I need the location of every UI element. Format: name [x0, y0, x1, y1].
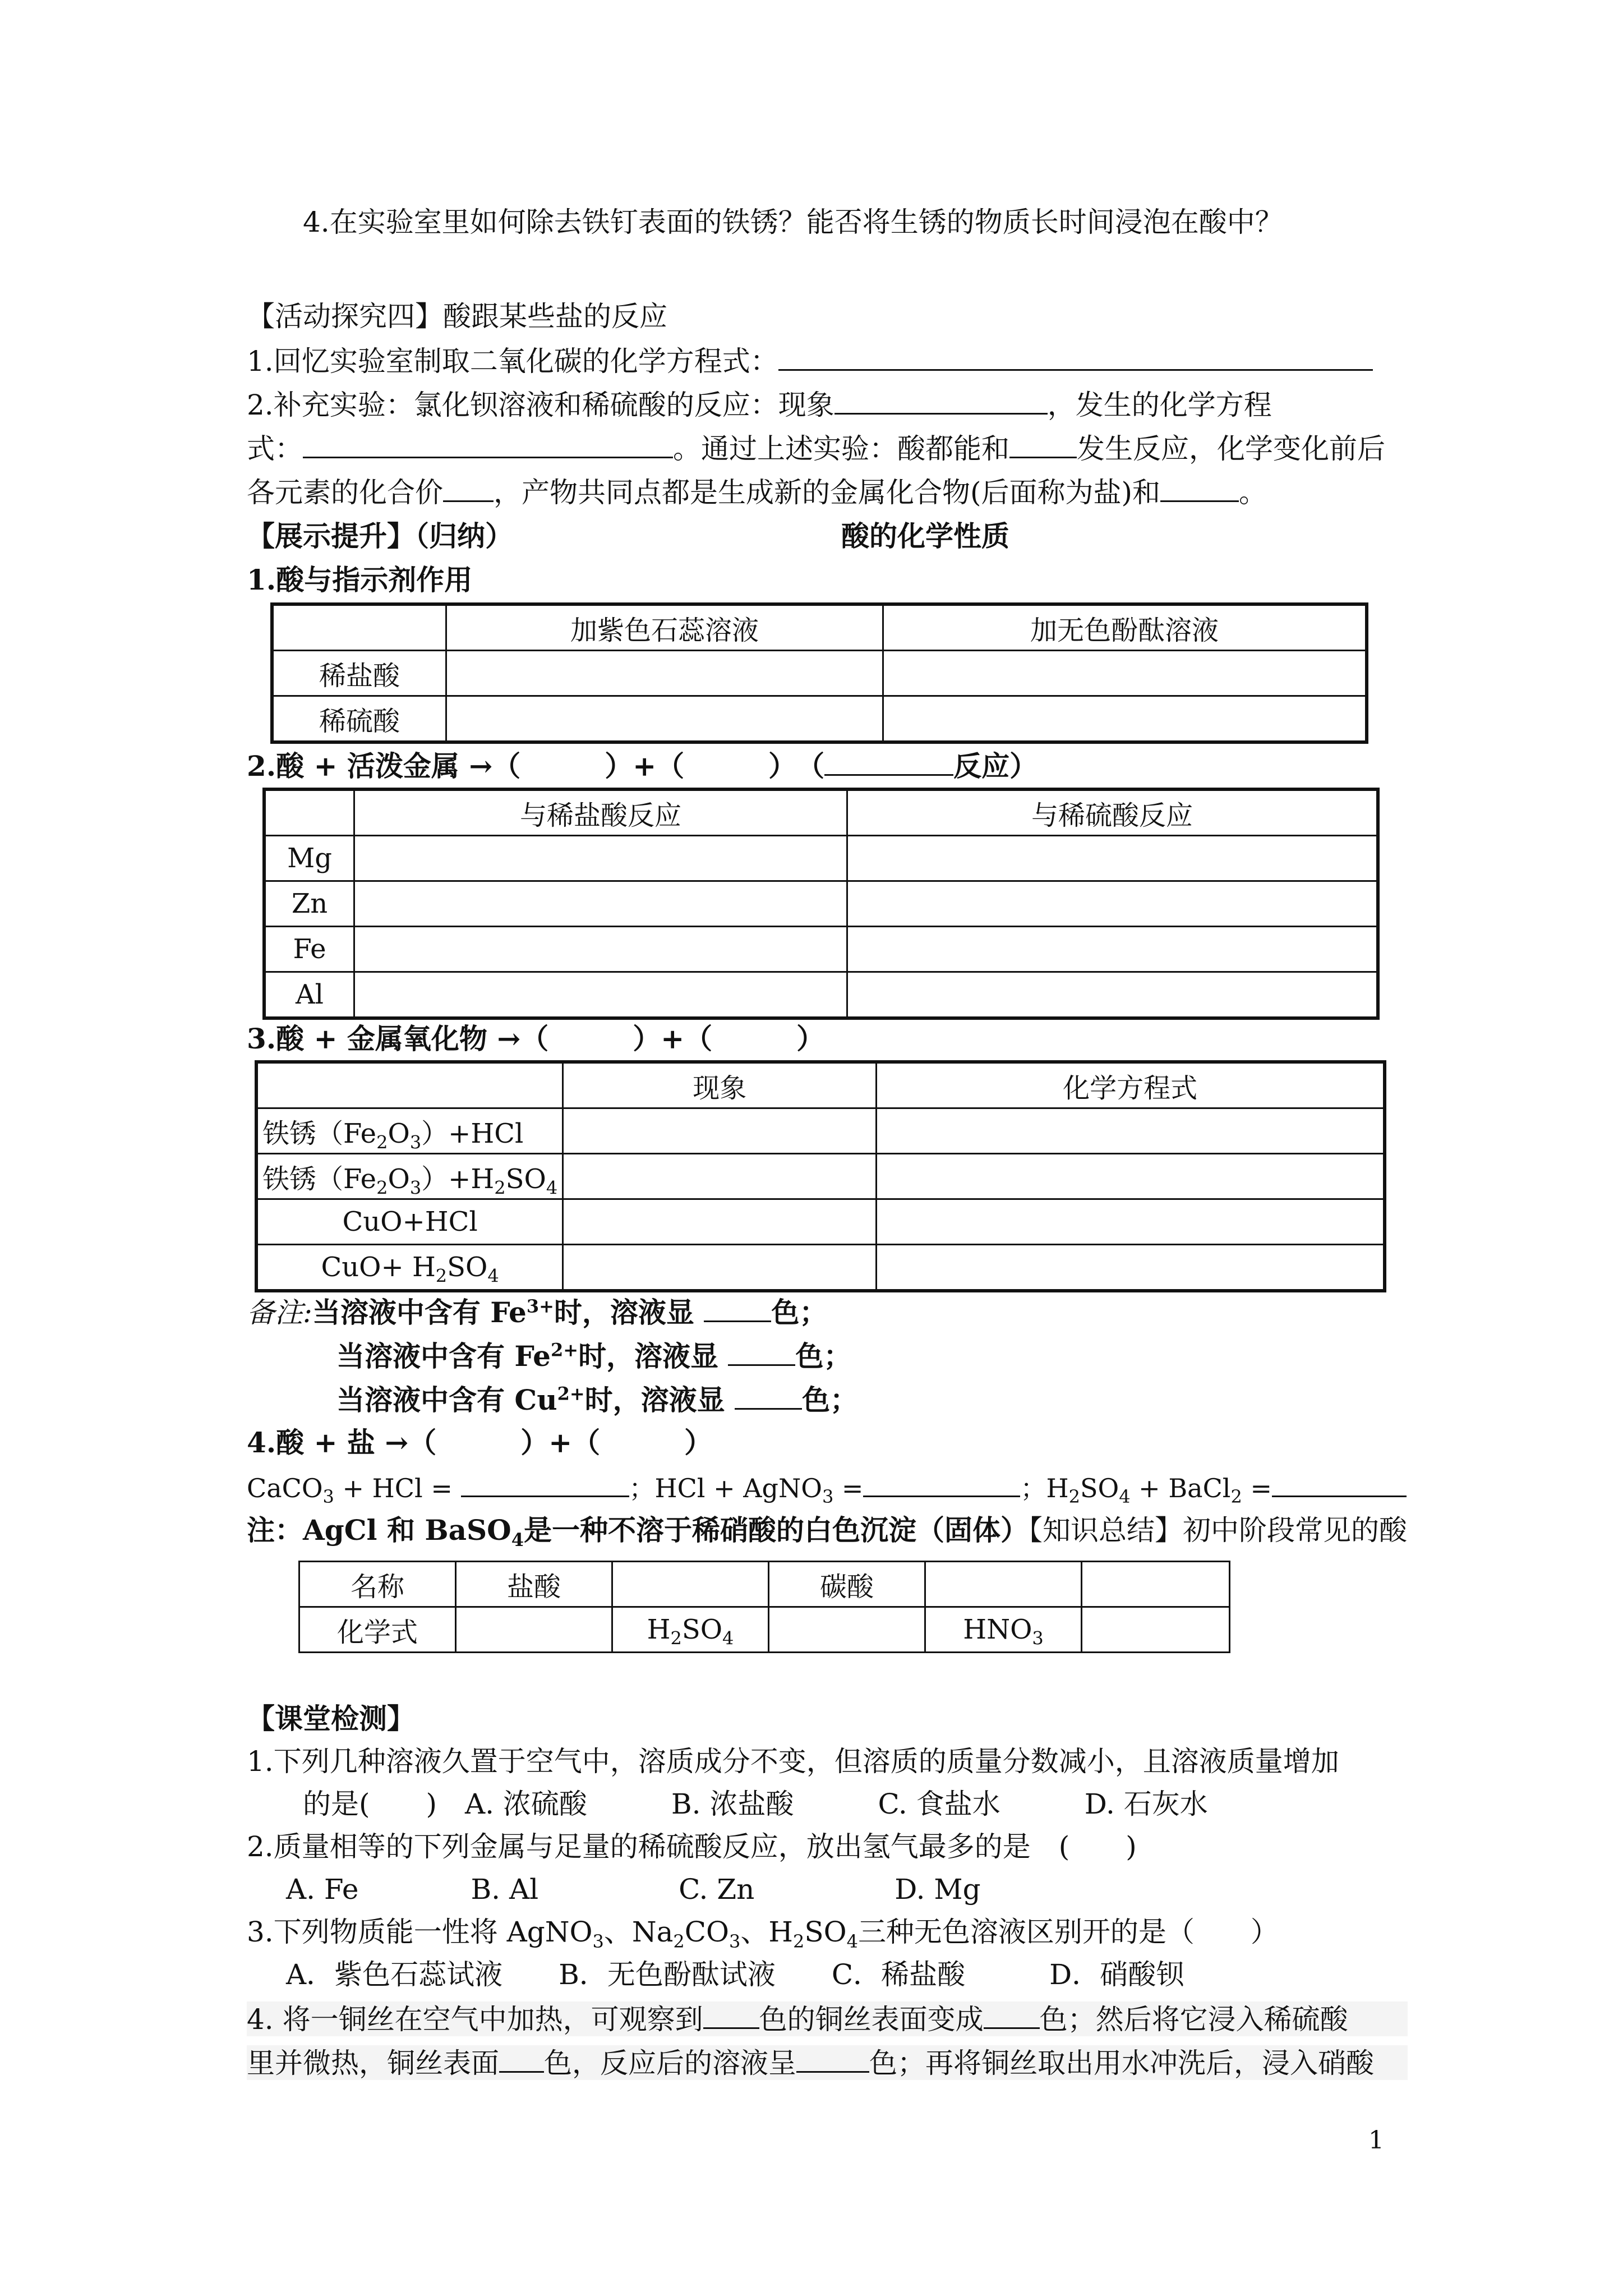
- answer-cell[interactable]: [877, 1199, 1385, 1245]
- subscript: 4: [487, 1265, 499, 1287]
- classroom-check-title: 【课堂检测】: [247, 1702, 415, 1735]
- q2-text: ，发生的化学方程: [1047, 389, 1272, 421]
- answer-cell[interactable]: [1082, 1562, 1230, 1607]
- answer-cell[interactable]: [456, 1607, 612, 1653]
- table-cell: [256, 1062, 563, 1108]
- formula-part: CuO+ H: [321, 1251, 436, 1283]
- answer-cell[interactable]: [446, 651, 883, 696]
- note-text: 当溶液中含有 Fe: [336, 1340, 551, 1373]
- acid-formula: [925, 1607, 1082, 1653]
- q2-text: 。通过上述实验：酸都能和: [673, 432, 1009, 465]
- subscript: 3: [409, 1177, 422, 1199]
- precipitate-note: [247, 1513, 1407, 1550]
- answer-blank[interactable]: [863, 1470, 1020, 1497]
- subscript: 4: [846, 1931, 858, 1952]
- section-4-title: 4.酸 + 盐 →（ ）+（ ）: [247, 1426, 713, 1459]
- check-q4-line1: [247, 2001, 1408, 2036]
- equation-part: ；HCl + AgNO: [629, 1473, 822, 1503]
- answer-blank[interactable]: [984, 2001, 1040, 2029]
- check-q2: 2.质量相等的下列金属与足量的稀硫酸反应，放出氢气最多的是 ( ): [247, 1830, 1137, 1863]
- answer-blank[interactable]: [1272, 1470, 1407, 1497]
- answer-cell[interactable]: [354, 881, 847, 927]
- answer-cell[interactable]: [877, 1108, 1385, 1154]
- row-header: Al: [264, 972, 354, 1019]
- formula-part: SO: [447, 1251, 488, 1283]
- row-header: CuO+HCl: [256, 1199, 563, 1245]
- answer-cell[interactable]: [847, 836, 1378, 881]
- answer-blank[interactable]: [461, 1470, 629, 1497]
- row-header: 稀盐酸: [272, 651, 446, 696]
- row-header: 稀硫酸: [272, 696, 446, 743]
- row-header: [256, 1245, 563, 1291]
- superscript: 2+: [557, 1383, 585, 1405]
- subscript: 2: [792, 1931, 805, 1952]
- answer-cell[interactable]: [877, 1245, 1385, 1291]
- answer-blank[interactable]: [1160, 475, 1239, 502]
- subscript: 4: [1119, 1486, 1131, 1508]
- subscript: 4: [546, 1177, 558, 1199]
- subscript: 2: [673, 1931, 685, 1952]
- subscript: 3: [592, 1931, 604, 1952]
- subscript: 2: [376, 1177, 388, 1199]
- subscript: 2: [1068, 1486, 1080, 1508]
- subscript: 4: [722, 1627, 734, 1649]
- row-header: 名称: [299, 1562, 456, 1607]
- page-number: 1: [1368, 2126, 1384, 2155]
- formula-part: HNO: [963, 1614, 1032, 1645]
- formula-part: 铁锈（Fe: [262, 1117, 377, 1149]
- answer-cell[interactable]: [847, 927, 1378, 972]
- subscript: 3: [729, 1931, 741, 1952]
- q2-text: 2.补充实验：氯化钡溶液和稀硫酸的反应：现象: [247, 389, 834, 421]
- q4-text: 色；然后将它浸入稀硫酸: [1039, 2003, 1348, 2036]
- answer-cell[interactable]: [563, 1108, 877, 1154]
- subscript: 2: [494, 1177, 506, 1199]
- column-header: 与稀硫酸反应: [847, 789, 1378, 836]
- note-text: 当溶液中含有 Cu: [336, 1383, 557, 1416]
- note-text: 色；: [802, 1383, 859, 1416]
- note-fe3: [247, 1295, 827, 1329]
- q3-text: 三种无色溶液区别开的是（ ）: [857, 1916, 1279, 1948]
- subscript: 3: [322, 1486, 334, 1508]
- metal-oxide-table: [255, 1060, 1386, 1292]
- answer-blank[interactable]: [303, 431, 673, 458]
- q3-text: 、H: [740, 1916, 793, 1948]
- answer-cell[interactable]: [563, 1154, 877, 1199]
- answer-blank[interactable]: [703, 2001, 759, 2029]
- answer-cell[interactable]: [354, 927, 847, 972]
- note-text: 注：AgCl 和 BaSO: [247, 1513, 511, 1547]
- subscript: 2: [376, 1131, 388, 1153]
- equation-part: =: [833, 1473, 864, 1503]
- q2-text: 式：: [247, 432, 303, 465]
- answer-cell[interactable]: [847, 972, 1378, 1019]
- q3-text: 、Na: [603, 1916, 674, 1948]
- show-section-title: 【展示提升】（归纳）: [247, 519, 513, 553]
- metal-reaction-table: [262, 788, 1380, 1020]
- superscript: 3+: [526, 1295, 554, 1317]
- q2-text: 各元素的化合价: [247, 476, 443, 509]
- column-header: 与稀盐酸反应: [354, 789, 847, 836]
- check-q4-line2: [247, 2045, 1408, 2080]
- equation-part: + HCl =: [334, 1473, 461, 1503]
- answer-cell[interactable]: [563, 1199, 877, 1245]
- note-text: 时，溶液显: [584, 1383, 725, 1416]
- common-acids-table: [298, 1561, 1230, 1653]
- activity-4-q2-line1: [247, 387, 1272, 422]
- section-2-title: [247, 748, 1038, 783]
- q3-text: SO: [804, 1916, 847, 1948]
- q3-text: 3.下列物质能一性将 AgNO: [247, 1916, 593, 1948]
- check-q2-options: A. Fe B. Al C. Zn D. Mg: [286, 1873, 981, 1906]
- row-header: [256, 1108, 563, 1154]
- column-header: 加无色酚酞溶液: [883, 604, 1367, 651]
- subscript: 3: [822, 1486, 834, 1508]
- subscript: 3: [1032, 1627, 1044, 1649]
- activity-4-q2-line3: [247, 475, 1267, 509]
- note-cu2: [336, 1382, 858, 1417]
- section-3-title: 3.酸 + 金属氧化物 →（ ）+（ ）: [247, 1022, 825, 1055]
- row-header: Fe: [264, 927, 354, 972]
- formula-part: SO: [505, 1163, 546, 1195]
- subscript: 2: [670, 1627, 682, 1649]
- answer-cell[interactable]: [563, 1245, 877, 1291]
- equation-part: CaCO: [247, 1473, 323, 1503]
- check-q1-line1: 1.下列几种溶液久置于空气中，溶质成分不变，但溶质的质量分数减小，且溶液质量增加: [247, 1745, 1339, 1778]
- answer-blank[interactable]: [1009, 431, 1077, 458]
- equation-part: + BaCl: [1130, 1473, 1231, 1503]
- answer-blank[interactable]: [824, 748, 953, 776]
- answer-blank[interactable]: [735, 1382, 802, 1410]
- acid-name: 碳酸: [769, 1562, 925, 1607]
- subscript: 2: [1230, 1486, 1242, 1508]
- check-q3-options: A．紫色石蕊试液 B．无色酚酞试液 C．稀盐酸 D．硝酸钡: [286, 1958, 1184, 1991]
- row-header: Mg: [264, 836, 354, 881]
- answer-cell[interactable]: [769, 1607, 925, 1653]
- question-4-rust: 4.在实验室里如何除去铁钉表面的铁锈？能否将生锈的物质长时间浸泡在酸中？: [303, 206, 1283, 238]
- formula-part: SO: [681, 1614, 723, 1645]
- answer-cell[interactable]: [354, 972, 847, 1019]
- acid-formula: [612, 1607, 769, 1653]
- superscript: 2+: [550, 1339, 579, 1361]
- answer-blank[interactable]: [499, 2045, 544, 2073]
- formula-part: 铁锈（Fe: [262, 1163, 377, 1195]
- note-text: 当溶液中含有 Fe: [312, 1296, 527, 1329]
- activity-4-q1: [247, 343, 1373, 378]
- acid-properties-heading: 酸的化学性质: [841, 519, 1009, 553]
- note-text: 色；: [771, 1296, 828, 1329]
- q4-text: 4. 将一铜丝在空气中加热，可观察到: [247, 2003, 703, 2036]
- column-header: 加紫色石蕊溶液: [446, 604, 883, 651]
- formula-part: ）+HCl: [421, 1117, 524, 1149]
- table-cell: [264, 789, 354, 836]
- row-header: [256, 1154, 563, 1199]
- answer-blank[interactable]: [834, 387, 1048, 415]
- formula-part: O: [388, 1117, 410, 1149]
- note-text: 色；: [795, 1340, 852, 1373]
- answer-blank[interactable]: [728, 1338, 795, 1366]
- note-text: 是一种不溶于稀硝酸的白色沉淀（固体）: [523, 1513, 1029, 1547]
- table-cell: [272, 604, 446, 651]
- note-text: 时，溶液显: [578, 1340, 719, 1373]
- q4-text: 色，反应后的溶液呈: [544, 2047, 796, 2079]
- answer-blank[interactable]: [778, 343, 1373, 371]
- answer-cell[interactable]: [925, 1562, 1082, 1607]
- formula-part: H: [647, 1614, 671, 1645]
- subscript: 4: [511, 1529, 524, 1550]
- answer-cell[interactable]: [612, 1562, 769, 1607]
- answer-cell[interactable]: [877, 1154, 1385, 1199]
- answer-cell[interactable]: [847, 881, 1378, 927]
- equation-part: =: [1242, 1473, 1272, 1503]
- section-1-title: 1.酸与指示剂作用: [247, 563, 473, 596]
- activity-4-q2-line2: [247, 431, 1385, 466]
- formula-part: O: [388, 1163, 410, 1195]
- q1-text: 1.回忆实验室制取二氧化碳的化学方程式：: [247, 345, 778, 378]
- answer-cell[interactable]: [354, 836, 847, 881]
- answer-cell[interactable]: [883, 696, 1367, 743]
- equation-part: ；H: [1020, 1473, 1069, 1503]
- section-2-text: 2.酸 + 活泼金属 →（ ）+（ ） （: [247, 749, 825, 783]
- check-q3: [247, 1915, 1279, 1952]
- indicator-table: [270, 602, 1368, 744]
- activity-4-title: 【活动探究四】酸跟某些盐的反应: [247, 300, 667, 333]
- knowledge-summary-title: 【知识总结】初中阶段常见的酸: [1028, 1514, 1407, 1547]
- subscript: 3: [409, 1131, 422, 1153]
- note-label: 备注:: [247, 1296, 312, 1329]
- equation-part: SO: [1080, 1473, 1119, 1503]
- q4-text: 里并微热，铜丝表面: [247, 2047, 499, 2079]
- note-fe2: [336, 1338, 851, 1373]
- row-header: 化学式: [299, 1607, 456, 1653]
- q3-text: CO: [684, 1916, 729, 1948]
- q2-text: 发生反应，化学变化前后: [1077, 432, 1385, 465]
- answer-cell[interactable]: [446, 696, 883, 743]
- acid-name: 盐酸: [456, 1562, 612, 1607]
- note-text: 时，溶液显: [554, 1296, 694, 1329]
- q2-text: 。: [1239, 476, 1267, 509]
- row-header: Zn: [264, 881, 354, 927]
- q4-text: 色；再将铜丝取出用水冲洗后，浸入硝酸: [869, 2047, 1374, 2079]
- subscript: 2: [435, 1265, 448, 1287]
- answer-blank[interactable]: [796, 2045, 869, 2073]
- salt-equations: [247, 1470, 1407, 1508]
- check-q1-options: 的是( ) A. 浓硫酸 B. 浓盐酸 C. 食盐水 D. 石灰水: [303, 1788, 1208, 1820]
- answer-blank[interactable]: [704, 1295, 771, 1322]
- answer-cell[interactable]: [883, 651, 1367, 696]
- column-header: 现象: [563, 1062, 877, 1108]
- section-2-text: 反应）: [953, 749, 1038, 783]
- formula-part: ）+H: [421, 1163, 495, 1195]
- q4-text: 色的铜丝表面变成: [759, 2003, 984, 2036]
- column-header: 化学方程式: [877, 1062, 1385, 1108]
- q2-text: ，产物共同点都是生成新的金属化合物(后面称为盐)和: [494, 476, 1161, 509]
- answer-blank[interactable]: [443, 475, 494, 502]
- answer-cell[interactable]: [1082, 1607, 1230, 1653]
